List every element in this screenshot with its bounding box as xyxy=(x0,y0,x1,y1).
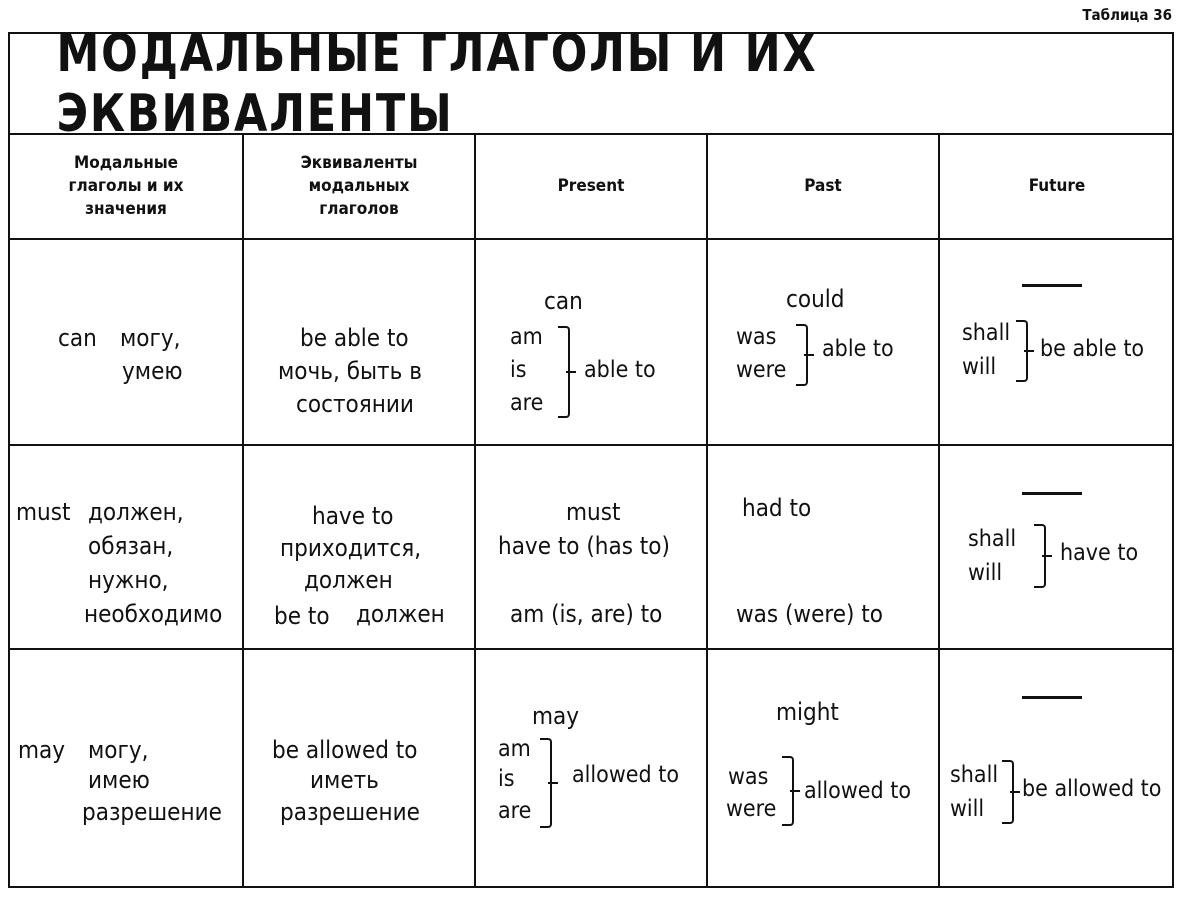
present-form-am: am xyxy=(498,736,531,762)
table-number-label: Таблица 36 xyxy=(1082,6,1172,24)
equiv-must-4: be to xyxy=(274,602,330,630)
future-form-shall: shall xyxy=(950,762,999,788)
meaning-must-4: необходимо xyxy=(84,600,223,628)
present-may-rest: allowed to xyxy=(572,762,679,788)
future-may-rest: be allowed to xyxy=(1022,776,1162,802)
meaning-must-3: нужно, xyxy=(88,566,169,594)
verb-can: can xyxy=(58,324,97,352)
present-can: can xyxy=(544,287,583,315)
future-form-will: will xyxy=(968,560,1003,586)
future-form-shall: shall xyxy=(968,526,1017,552)
divider-col-4 xyxy=(938,134,940,886)
present-must-2: have to (has to) xyxy=(498,532,670,560)
header-present: Present xyxy=(557,176,625,197)
brace-icon xyxy=(558,326,570,418)
brace-icon xyxy=(540,738,552,828)
equiv-can-1: be able to xyxy=(300,324,409,352)
past-form-was: was xyxy=(728,764,769,790)
verb-must: must xyxy=(16,498,71,526)
future-form-shall: shall xyxy=(962,320,1011,346)
brace-icon xyxy=(1016,320,1028,382)
past-was-were-to: was (were) to xyxy=(736,600,883,628)
future-can-rest: be able to xyxy=(1040,336,1145,362)
past-may-rest: allowed to xyxy=(804,778,911,804)
verb-may: may xyxy=(18,736,66,764)
present-must: must xyxy=(566,498,621,526)
divider-row-2 xyxy=(10,648,1172,650)
future-form-will: will xyxy=(962,354,997,380)
modal-verbs-table xyxy=(8,24,1174,888)
meaning-can-1: могу, xyxy=(120,324,181,352)
equiv-may-2: иметь xyxy=(310,766,379,794)
future-none-dash xyxy=(1022,284,1082,287)
brace-icon xyxy=(1002,760,1014,824)
past-could-rest: able to xyxy=(822,336,894,362)
meaning-may-1: могу, xyxy=(88,736,149,764)
header-future: Future xyxy=(1028,176,1086,197)
meaning-must-2: обязан, xyxy=(88,532,174,560)
present-form-are: are xyxy=(498,798,532,824)
present-may: may xyxy=(532,702,580,730)
meaning-may-3: разрешение xyxy=(82,798,222,826)
divider-col-3 xyxy=(706,134,708,886)
brace-icon xyxy=(796,324,808,386)
present-form-is: is xyxy=(510,357,527,383)
equiv-must-4b: должен xyxy=(356,600,445,628)
divider-row-1 xyxy=(10,444,1172,446)
future-none-dash xyxy=(1022,492,1082,495)
divider-col-1 xyxy=(242,134,244,886)
equiv-may-1: be allowed to xyxy=(272,736,418,764)
present-can-rest: able to xyxy=(584,357,656,383)
future-form-will: will xyxy=(950,796,985,822)
past-form-was: was xyxy=(736,324,777,350)
meaning-can-2: умею xyxy=(122,357,183,385)
present-form-is: is xyxy=(498,766,515,792)
header-modal-verbs: Модальные глаголы и их значения xyxy=(68,153,184,219)
meaning-must-1: должен, xyxy=(88,498,184,526)
equiv-can-3: состоянии xyxy=(296,390,414,418)
equiv-must-2: приходится, xyxy=(280,534,422,562)
past-form-were: were xyxy=(736,357,787,383)
future-none-dash xyxy=(1022,696,1082,699)
present-form-am: am xyxy=(510,324,543,350)
past-might: might xyxy=(776,698,839,726)
brace-icon xyxy=(782,756,794,826)
equiv-may-3: разрешение xyxy=(280,798,420,826)
divider-header xyxy=(10,238,1172,240)
equiv-must-1: have to xyxy=(312,502,394,530)
header-equivalents: Эквиваленты модальных глаголов xyxy=(300,153,418,219)
past-form-were: were xyxy=(726,796,777,822)
table-title: МОДАЛЬНЫЕ ГЛАГОЛЫ И ИХ ЭКВИВАЛЕНТЫ xyxy=(56,24,818,144)
divider-col-2 xyxy=(474,134,476,886)
past-could: could xyxy=(786,285,845,313)
brace-icon xyxy=(1034,524,1046,588)
header-past: Past xyxy=(804,176,842,197)
present-form-are: are xyxy=(510,390,544,416)
past-had-to: had to xyxy=(742,494,812,522)
meaning-may-2: имею xyxy=(88,766,150,794)
equiv-can-2: мочь, быть в xyxy=(278,357,422,385)
present-must-3: am (is, are) to xyxy=(510,600,663,628)
equiv-must-3: должен xyxy=(304,566,393,594)
future-must-rest: have to xyxy=(1060,540,1139,566)
